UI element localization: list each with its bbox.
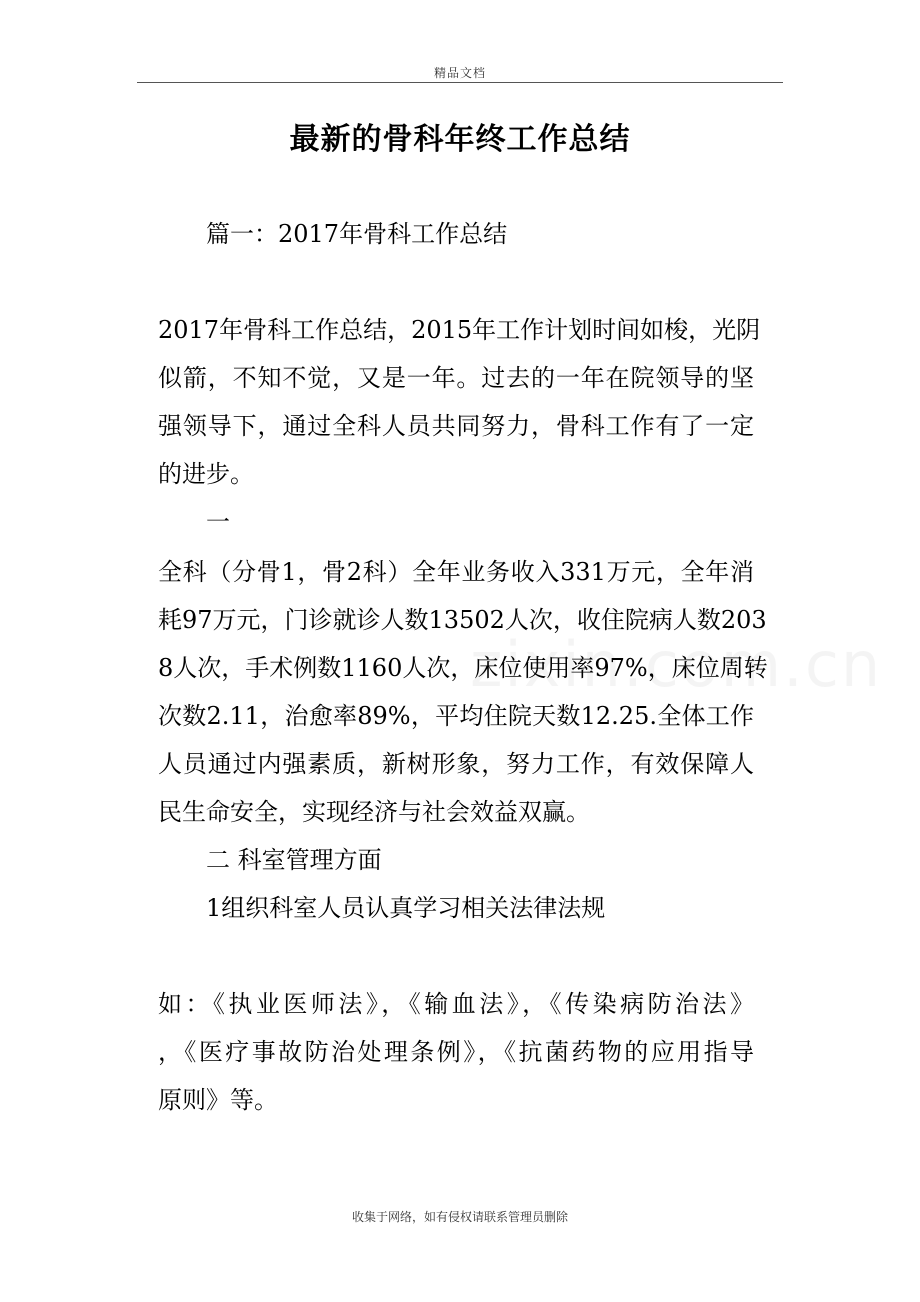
intro-line: 似箭，不知不觉，又是一年。过去的一年在院领导的坚 [158,364,754,392]
heading-one: 一 [206,508,230,536]
document-title: 最新的骨科年终工作总结 [289,122,631,157]
header-divider [137,82,783,83]
heading-two: 二 科室管理方面 [206,846,382,874]
stats-line: 耗97万元，门诊就诊人数13502人次，收住院病人数203 [158,606,767,634]
intro-line: 2017年骨科工作总结，2015年工作计划时间如梭，光阴 [158,316,761,344]
page-footer: 收集于网络，如有侵权请联系管理员删除 [351,1210,568,1224]
stats-line: 次数2.11，治愈率89%，平均住院天数12.25.全体工作 [158,702,754,730]
stats-line: 民生命安全，实现经济与社会效益双赢。 [158,798,590,826]
page-header: 精品文档 [433,66,486,80]
section-heading: 篇一：2017年骨科工作总结 [206,220,508,248]
stats-line: 人员通过内强素质，新树形象，努力工作，有效保障人 [158,750,754,778]
item-one: 1组织科室人员认真学习相关法律法规 [206,894,606,922]
law-line: 原则》等。 [158,1086,278,1114]
law-line: 如：《执业医师法》，《输血法》，《传染病防治法》 [158,990,754,1018]
stats-line: 全科（分骨1，骨2科）全年业务收入331万元，全年消 [158,558,754,586]
stats-line: 8人次，手术例数1160人次，床位使用率97%，床位周转 [158,654,768,682]
law-line: ，《医疗事故防治处理条例》，《抗菌药物的应用指导 [158,1038,754,1066]
intro-line: 的进步。 [158,460,254,488]
intro-line: 强领导下，通过全科人员共同努力，骨科工作有了一定 [158,412,754,440]
